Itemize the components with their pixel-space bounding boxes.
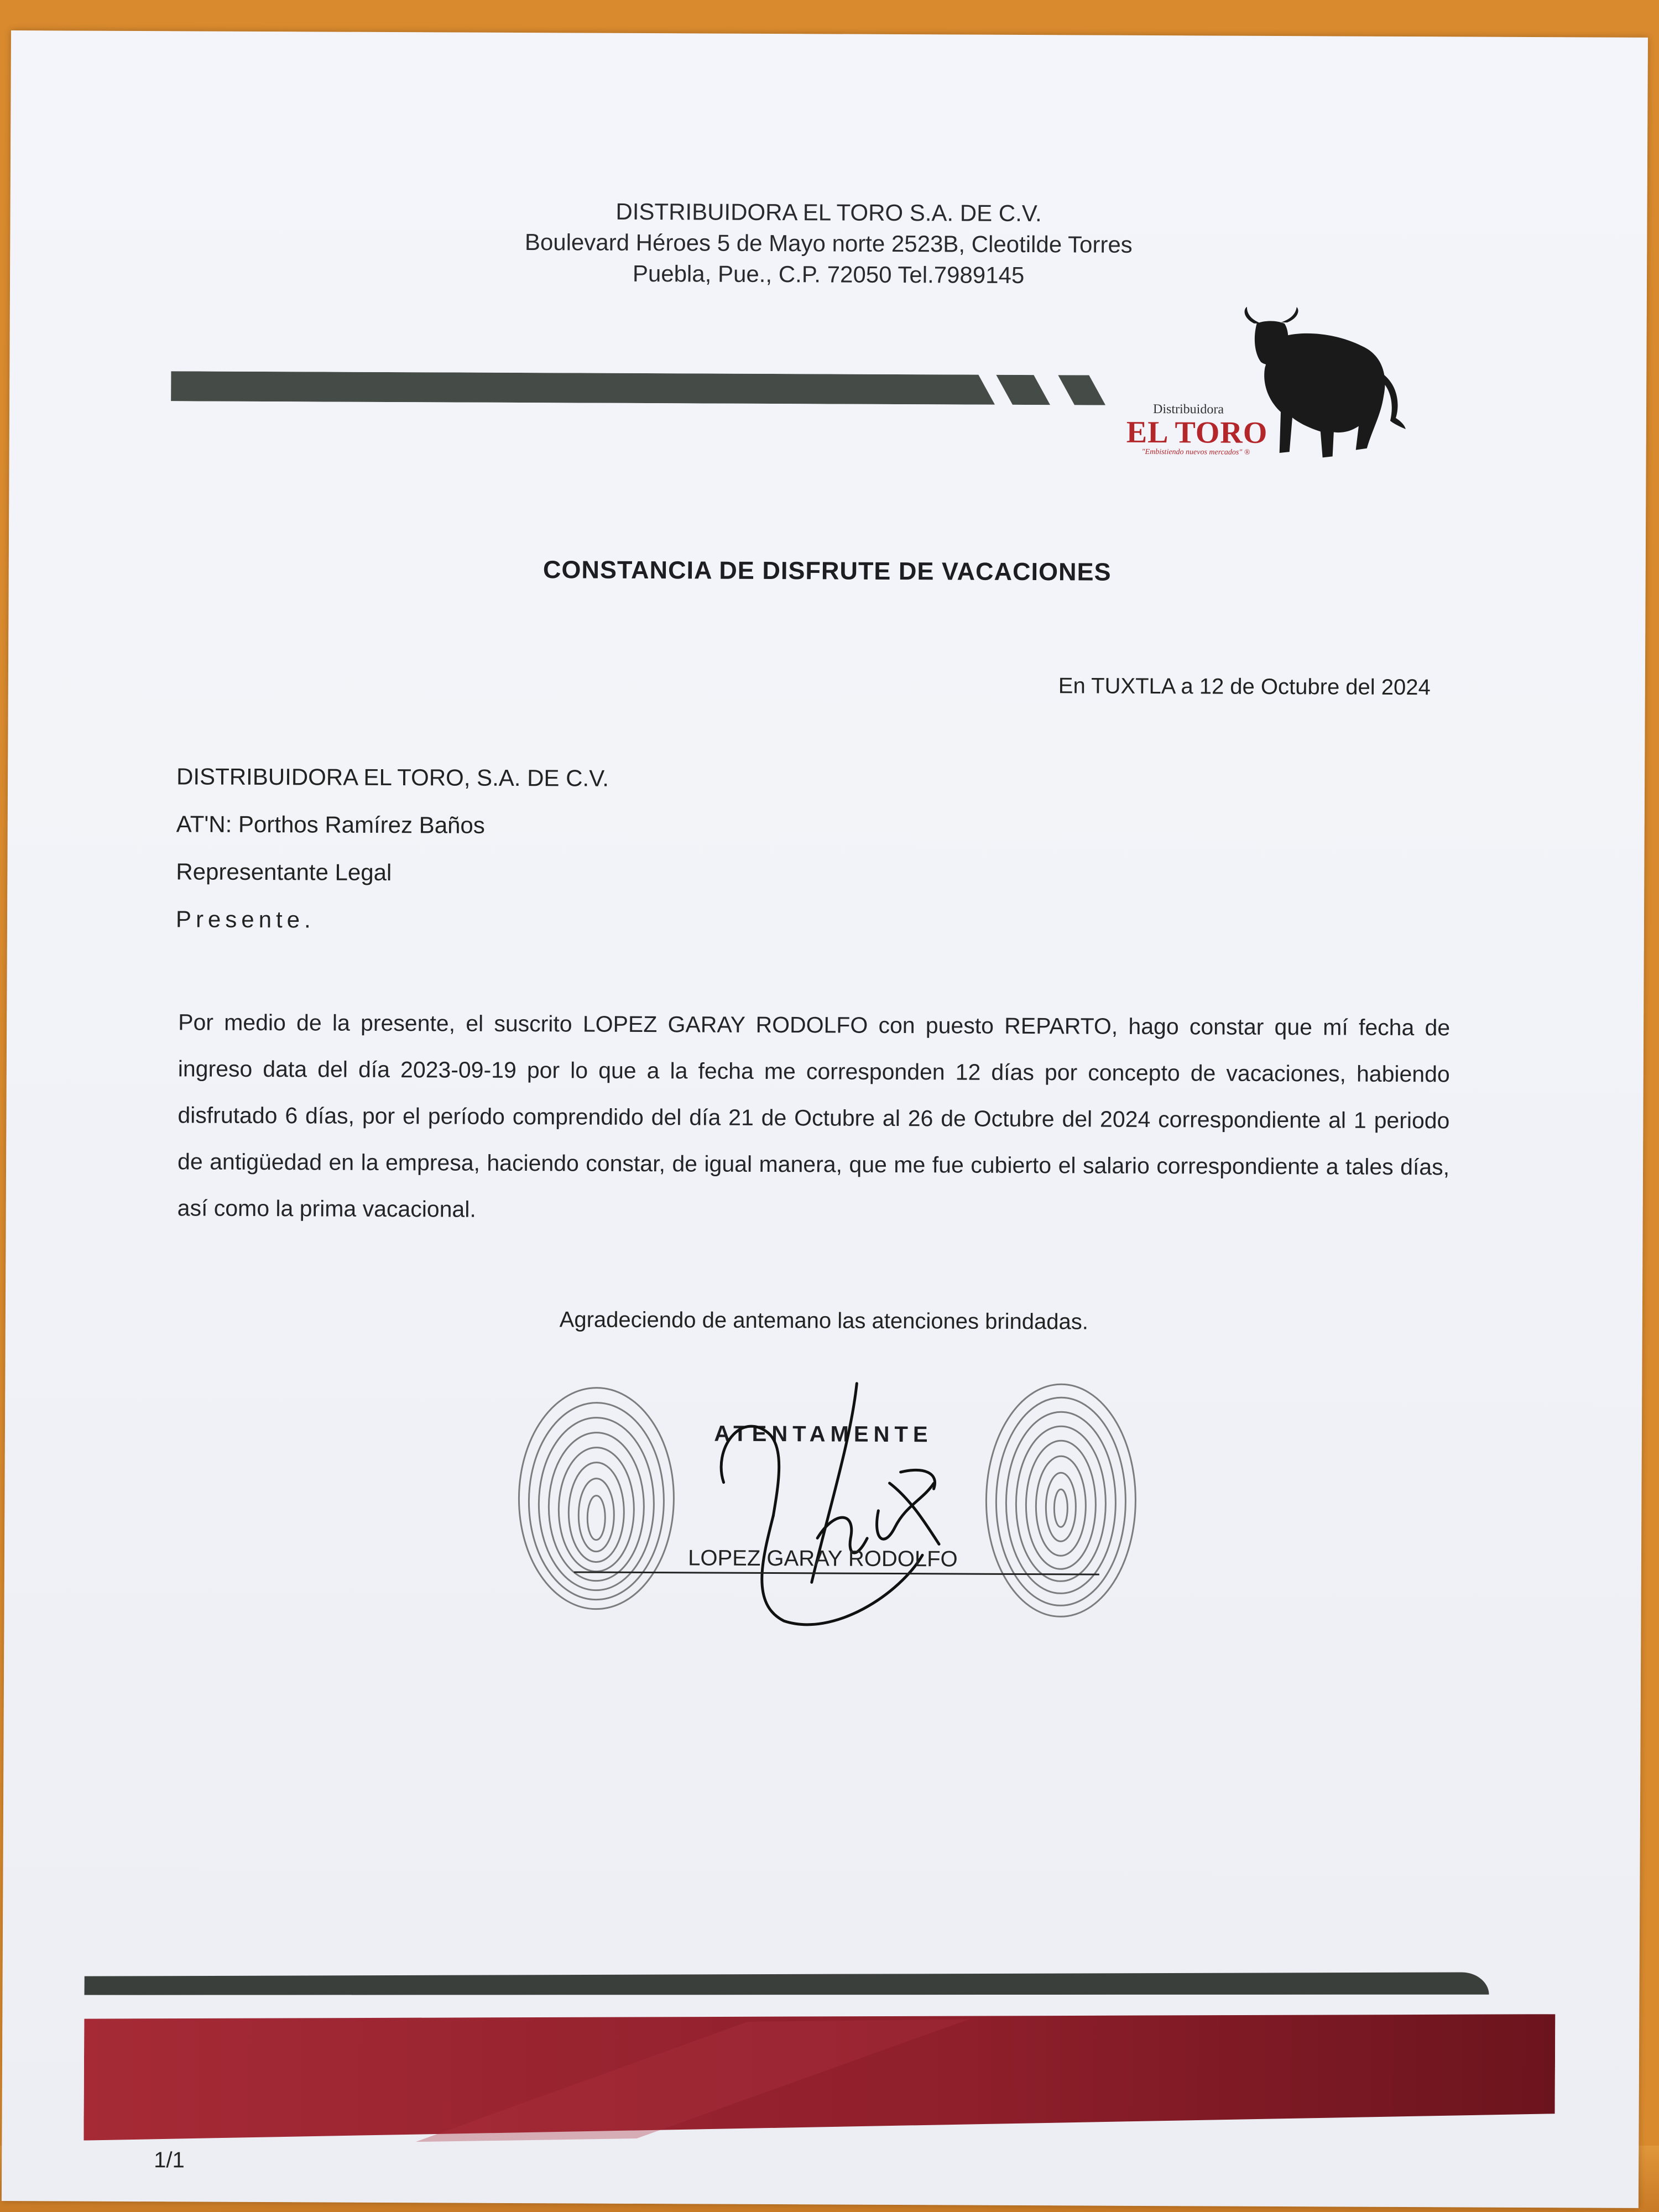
document-title: CONSTANCIA DE DISFRUTE DE VACACIONES <box>542 555 1112 586</box>
logo-small-text: Distribuidora <box>1152 402 1224 417</box>
footer-red-band <box>84 2008 1555 2147</box>
addressee-presente: Presente. <box>175 906 315 933</box>
header-stripe <box>171 371 1105 405</box>
fingerprint-left-icon <box>510 1382 683 1615</box>
document-page <box>2 30 1648 2208</box>
fingerprint-right-icon <box>977 1379 1144 1623</box>
logo-slogan: "Embistiendo nuevos mercados" ® <box>1141 447 1250 457</box>
addressee-attention: AT'N: Porthos Ramírez Baños <box>176 811 485 838</box>
letterhead <box>10 194 1647 294</box>
closing-thanks: Agradeciendo de antemano las atenciones brindadas. <box>559 1307 1089 1334</box>
company-address-line2: Puebla, Pue., C.P. 72050 Tel.7989145 <box>632 260 1025 288</box>
addressee-block <box>176 753 609 945</box>
company-address-line1: Boulevard Héroes 5 de Mayo norte 2523B, Cleotilde Torres <box>524 229 1133 258</box>
logo-brand-text: EL TORO <box>1126 415 1268 450</box>
body-paragraph: Por medio de la presente, el suscrito LOPEZ GARAY RODOLFO con puesto REPARTO, hago constar que mí fecha de ingreso data del día 2023-09-19 por lo que a la fecha me corresponden 12 días por concepto de vacaciones, habiendo disfrutado 6 días, por el período comprendido del día 21 de Octubre al 26 de Octubre del 2024 correspondiente al 1 periodo de antigüedad en la empresa, haciendo constar, de igual manera, que me fue cubierto el salario correspondiente a tales días, así como la prima vacacional. <box>177 1009 1451 1222</box>
page-number: 1/1 <box>154 2148 185 2173</box>
handwritten-signature-icon <box>690 1371 978 1638</box>
footer-dark-stripe <box>85 1966 1489 2001</box>
addressee-role: Representante Legal <box>176 858 392 886</box>
place-date: En TUXTLA a 12 de Octubre del 2024 <box>1058 674 1431 700</box>
closing-attentamente: ATENTAMENTE <box>714 1421 933 1447</box>
signer-name: LOPEZ GARAY RODOLFO <box>688 1546 958 1572</box>
addressee-company: DISTRIBUIDORA EL TORO, S.A. DE C.V. <box>176 763 609 791</box>
company-name: DISTRIBUIDORA EL TORO S.A. DE C.V. <box>615 198 1042 227</box>
